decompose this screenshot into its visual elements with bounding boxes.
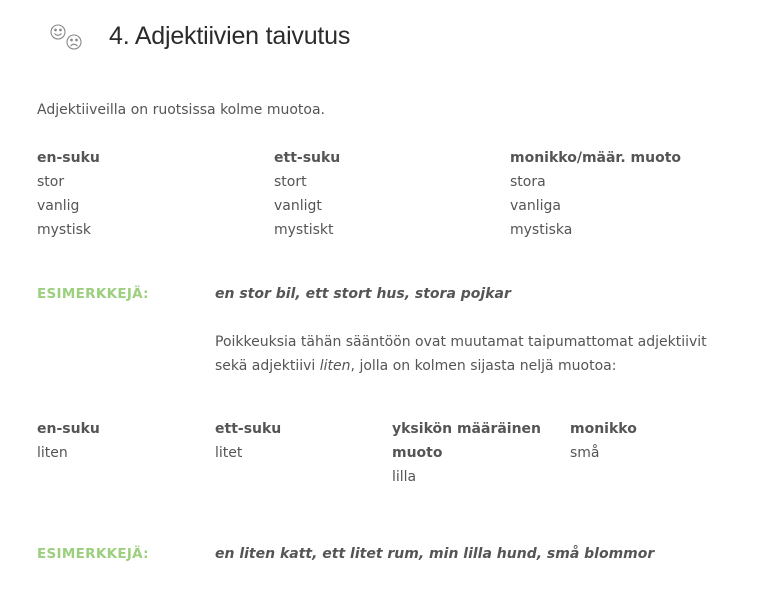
page-title: 4. Adjektiivien taivutus <box>109 22 351 50</box>
example2-text: en liten katt, ett litet rum, min lilla hund, små blommor <box>215 546 655 562</box>
table-cell: vanligt <box>274 198 322 214</box>
table2-header-en: en-suku <box>37 421 100 437</box>
table-cell: mystiska <box>510 222 573 238</box>
table-cell: stor <box>37 174 65 190</box>
exception-line2-before: sekä adjektiivi <box>215 358 320 374</box>
table-cell: stora <box>510 174 546 190</box>
table-cell: liten <box>37 445 68 461</box>
table1-header-plural: monikko/määr. muoto <box>510 150 682 166</box>
exception-line2 <box>215 354 616 378</box>
table2-header-definite-line2: muoto <box>392 445 443 461</box>
table-cell: små <box>570 445 600 461</box>
table-cell: mystisk <box>37 222 91 238</box>
table-cell: stort <box>274 174 307 190</box>
smiley-faces-icon <box>47 20 87 56</box>
exception-line2-after: , jolla on kolmen sijasta neljä muotoa: <box>350 358 617 374</box>
table-cell: vanlig <box>37 198 80 214</box>
exception-word-liten: liten <box>319 358 351 374</box>
table-cell: lilla <box>392 469 417 485</box>
table1-header-ett: ett-suku <box>274 150 341 166</box>
table-cell: litet <box>215 445 243 461</box>
table2-header-definite: yksikön määräinen <box>392 421 542 437</box>
example1-text: en stor bil, ett stort hus, stora pojkar <box>215 286 511 302</box>
table1-header-en: en-suku <box>37 150 100 166</box>
exception-line1: Poikkeuksia tähän sääntöön ovat muutamat taipumattomat adjektiivit <box>215 334 707 350</box>
table2-header-ett: ett-suku <box>215 421 282 437</box>
table-cell: mystiskt <box>274 222 334 238</box>
example2-label: ESIMERKKEJÄ: <box>37 546 149 562</box>
intro-text: Adjektiiveilla on ruotsissa kolme muotoa. <box>37 102 325 118</box>
example1-label: ESIMERKKEJÄ: <box>37 286 149 302</box>
table2-header-plural: monikko <box>570 421 637 437</box>
table-cell: vanliga <box>510 198 561 214</box>
